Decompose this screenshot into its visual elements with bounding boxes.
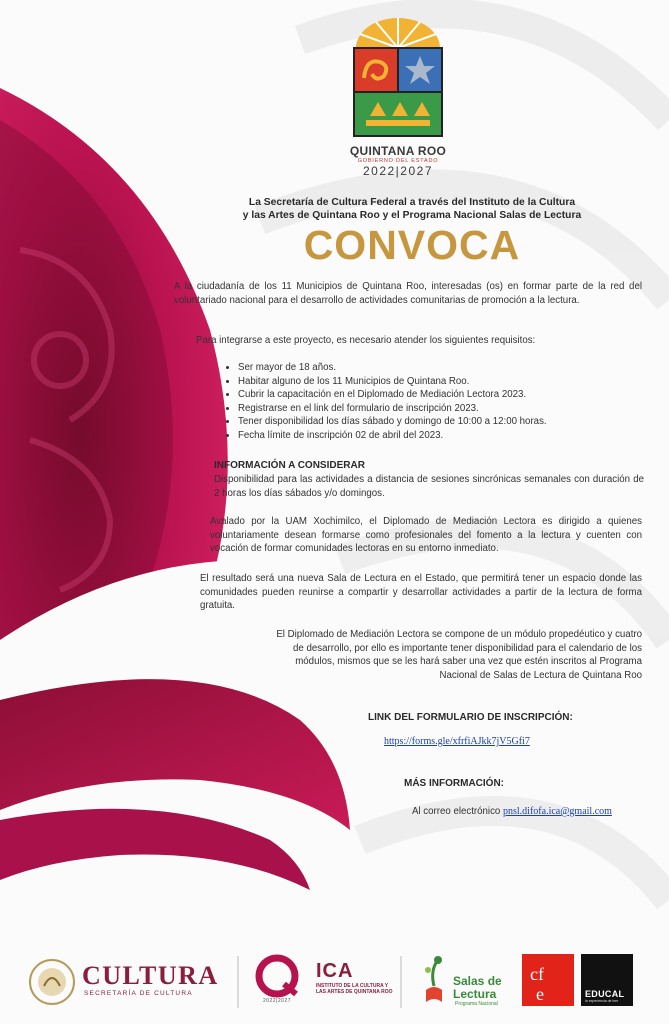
- qroo-logo-years: 2022|2027: [262, 998, 292, 1004]
- paragraph-requirements-intro: Para integrarse a este proyecto, es necesario atender los siguientes requisitos:: [196, 335, 536, 346]
- form-link[interactable]: https://forms.gle/xfrfiAJkk7jV5Gfi7: [384, 736, 530, 747]
- educal-logo-subtitle: la experiencia de leer: [585, 999, 619, 1003]
- book-plant-icon: [425, 956, 442, 1002]
- quintana-roo-coat-of-arms: [346, 16, 450, 140]
- list-item: • Tener disponibilidad los días sábado y domingo de 10:00 a 12:00 horas.: [238, 415, 638, 429]
- quintana-roo-q-logo-icon: [259, 958, 296, 994]
- mexico-seal-icon: [30, 960, 74, 1004]
- cultura-logo-text: CULTURA: [82, 961, 219, 990]
- list-item: • Registrarse en el link del formulario de inscripción 2023.: [238, 402, 638, 416]
- list-item: • Ser mayor de 18 años.: [238, 361, 638, 375]
- list-item: • Fecha límite de inscripción 02 de abril del 2023.: [238, 429, 638, 443]
- state-name: QUINTANA ROO: [349, 144, 447, 158]
- paragraph-availability: Disponibilidad para las actividades a distancia de sesiones sincrónicas semanales con duración de 2 horas los días sábados y/o domingos.: [214, 474, 644, 499]
- email-line: [412, 806, 612, 817]
- page-title: CONVOCA: [303, 222, 521, 268]
- triangles-icon: [370, 102, 430, 116]
- salas-logo-subtitle: Programa Nacional: [455, 1001, 498, 1007]
- svg-text:e: e: [536, 984, 544, 1004]
- paragraph-invitation: A la ciudadanía de los 11 Municipios de Quintana Roo, interesadas (os) en formar parte de la red del voluntariado nacional para el desarrollo de actividades comunitarias de promoción a la lectura.: [174, 281, 642, 306]
- ica-logo-subtitle: INSTITUTO DE LA CULTURA Y LAS ARTES DE QUINTANA ROO: [316, 983, 393, 995]
- paragraph-endorsement: Avalado por la UAM Xochimilco, el Diplomado de Mediación Lectora es dirigido a quienes voluntariamente desean formarse como profesionales del fomento a la lectura y cuenten con vocación de formar comunidades lectoras en su entorno inmediato.: [210, 516, 642, 555]
- fce-logo-icon: [522, 954, 574, 1006]
- sun-rays-icon: [356, 18, 440, 48]
- paragraph-result: El resultado será una nueva Sala de Lectura en el Estado, que permitirá tener un espacio donde las comunidades pueden reunirse a compartir y desarrollar actividades a partir de la lectura de forma gratuita.: [200, 573, 642, 612]
- intro-heading: [220, 196, 604, 222]
- svg-text:cf: cf: [530, 964, 544, 984]
- requirements-list: [222, 361, 638, 443]
- email-link[interactable]: pnsl.difofa.ica@gmail.com: [503, 806, 612, 817]
- list-item: • Cubrir la capacitación en el Diplomado de Mediación Lectora 2023.: [238, 388, 638, 402]
- intro-line-1: La Secretaría de Cultura Federal a través del Instituto de la Cultura: [248, 197, 576, 208]
- educal-logo-text: EDUCAL: [585, 989, 625, 999]
- salas-logo-line-1: Salas de: [453, 974, 502, 988]
- cultura-logo-subtitle: SECRETARÍA DE CULTURA: [84, 990, 193, 997]
- email-label: Al correo electrónico: [412, 806, 501, 817]
- salas-logo-line-2: Lectura: [453, 987, 497, 1001]
- administration-years: 2022|2027: [362, 164, 433, 178]
- more-info-heading: MÁS INFORMACIÓN:: [404, 778, 504, 789]
- info-heading: INFORMACIÓN A CONSIDERAR: [214, 460, 365, 471]
- paragraph-modules: El Diplomado de Mediación Lectora se compone de un módulo propedéutico y cuatro de desarrollo, por ello es importante tener disponibilidad para el calendario de los módulos, mismos que se les hará saber una vez que estén inscritos al Programa Nacional de Salas de Lectura de Quintana Roo: [276, 629, 642, 681]
- form-link-heading: LINK DEL FORMULARIO DE INSCRIPCIÓN:: [368, 712, 573, 723]
- government-label: GOBIERNO DEL ESTADO: [357, 158, 439, 164]
- intro-line-2: y las Artes de Quintana Roo y el Programa Nacional Salas de Lectura: [242, 210, 582, 221]
- ica-logo-text: ICA: [316, 960, 354, 982]
- list-item: • Habitar alguno de los 11 Municipios de Quintana Roo.: [238, 375, 638, 389]
